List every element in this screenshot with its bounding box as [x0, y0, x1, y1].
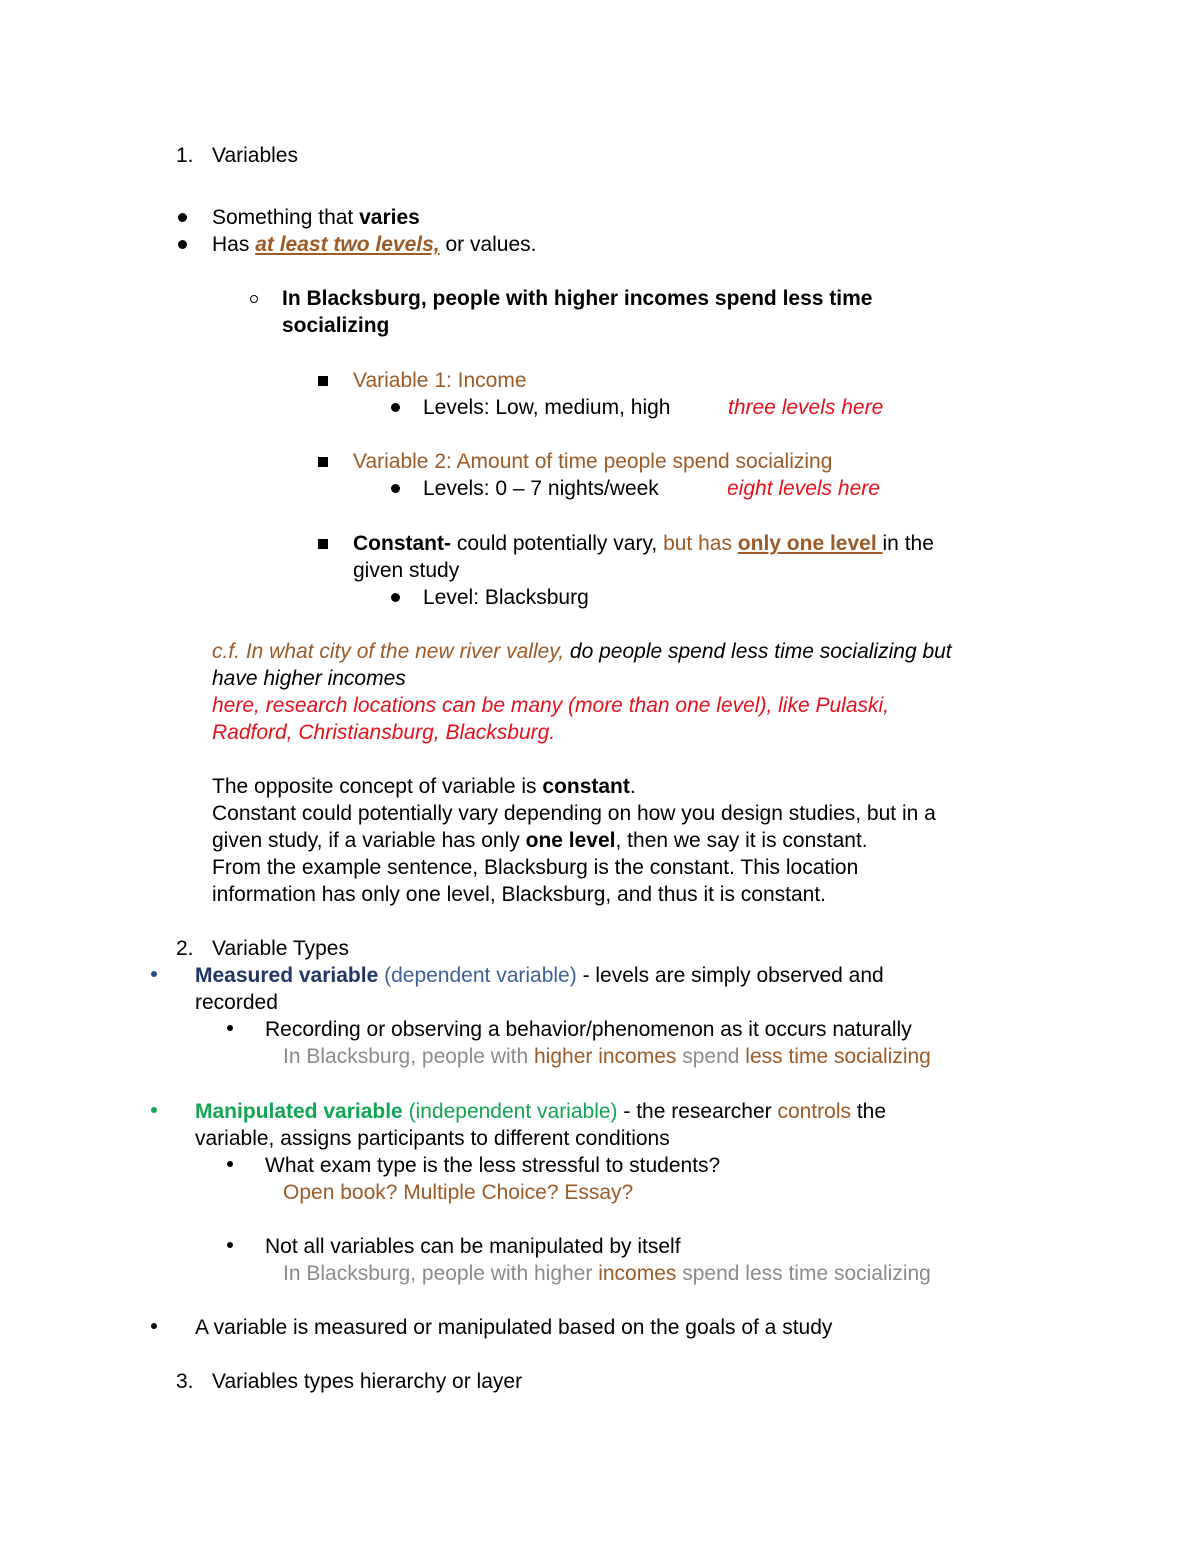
constant-definition: Constant- could potentially vary, but has only one level in the [353, 532, 934, 555]
list-number: 2. [176, 937, 194, 960]
measured-variable-definition-line2: recorded [195, 991, 278, 1014]
variable-2-levels: Levels: 0 – 7 nights/week [423, 477, 659, 500]
cf-question-line1: c.f. In what city of the new river valley, do people spend less time socializing but [212, 640, 952, 663]
bullet-ring [250, 295, 258, 303]
manipulated-variable-example-1: Open book? Multiple Choice? Essay? [283, 1181, 634, 1204]
bullet-dot [178, 213, 187, 222]
bullet-square [318, 457, 328, 467]
bullet-dot [391, 484, 400, 493]
manipulated-variable-definition: Manipulated variable (independent variable) - the researcher controls the [195, 1100, 887, 1123]
measured-variable-subpoint: Recording or observing a behavior/phenomenon as it occurs naturally [265, 1018, 912, 1041]
bullet-square [318, 539, 328, 549]
cf-question-line2: have higher incomes [212, 667, 406, 690]
list-number: 3. [176, 1370, 194, 1393]
variable-1-levels: Levels: Low, medium, high [423, 396, 671, 419]
bullet-dot [391, 593, 400, 602]
variable-1-note: three levels here [728, 396, 884, 419]
variable-2-label: Variable 2: Amount of time people spend socializing [353, 450, 833, 473]
paragraph-line4: From the example sentence, Blacksburg is the constant. This location [212, 856, 859, 879]
section-heading-variable-types: Variable Types [212, 937, 349, 960]
bullet-dot [227, 1242, 233, 1248]
example-sentence-line1: In Blacksburg, people with higher incomes spend less time [282, 287, 873, 310]
bullet-dot [227, 1161, 233, 1167]
manipulated-variable-definition-line2: variable, assigns participants to different conditions [195, 1127, 670, 1150]
example-sentence-line2: socializing [282, 314, 390, 337]
bullet-dot [391, 403, 400, 412]
section-heading-hierarchy: Variables types hierarchy or layer [212, 1370, 523, 1393]
manipulated-variable-subpoint-1: What exam type is the less stressful to students? [265, 1154, 721, 1177]
paragraph-line1: The opposite concept of variable is constant. [212, 775, 636, 798]
study-goal-bullet: A variable is measured or manipulated based on the goals of a study [195, 1316, 833, 1339]
variable-1-label: Variable 1: Income [353, 369, 527, 392]
bullet-dot [151, 1107, 157, 1113]
paragraph-line5: information has only one level, Blacksburg, and thus it is constant. [212, 883, 827, 906]
manipulated-variable-subpoint-2: Not all variables can be manipulated by itself [265, 1235, 681, 1258]
measured-variable-definition: Measured variable (dependent variable) - levels are simply observed and [195, 964, 884, 987]
section-heading-variables: Variables [212, 144, 298, 167]
bullet-dot [151, 971, 157, 977]
constant-level: Level: Blacksburg [423, 586, 589, 609]
bullet-dot [227, 1025, 233, 1031]
levels-bullet: Has at least two levels, or values. [212, 233, 537, 256]
variable-2-note: eight levels here [727, 477, 880, 500]
manipulated-variable-example-2: In Blacksburg, people with higher incomes spend less time socializing [283, 1262, 931, 1285]
paragraph-line3: given study, if a variable has only one level, then we say it is constant. [212, 829, 868, 852]
paragraph-line2: Constant could potentially vary depending on how you design studies, but in a [212, 802, 936, 825]
cf-note-line2: Radford, Christiansburg, Blacksburg. [212, 721, 556, 744]
bullet-dot [178, 240, 187, 249]
bullet-dot [151, 1323, 157, 1329]
constant-definition-line2: given study [353, 559, 460, 582]
definition-bullet: Something that varies [212, 206, 420, 229]
cf-note-line1: here, research locations can be many (more than one level), like Pulaski, [212, 694, 890, 717]
list-number: 1. [176, 144, 194, 167]
bullet-square [318, 376, 328, 386]
measured-variable-example: In Blacksburg, people with higher incomes spend less time socializing [283, 1045, 931, 1068]
